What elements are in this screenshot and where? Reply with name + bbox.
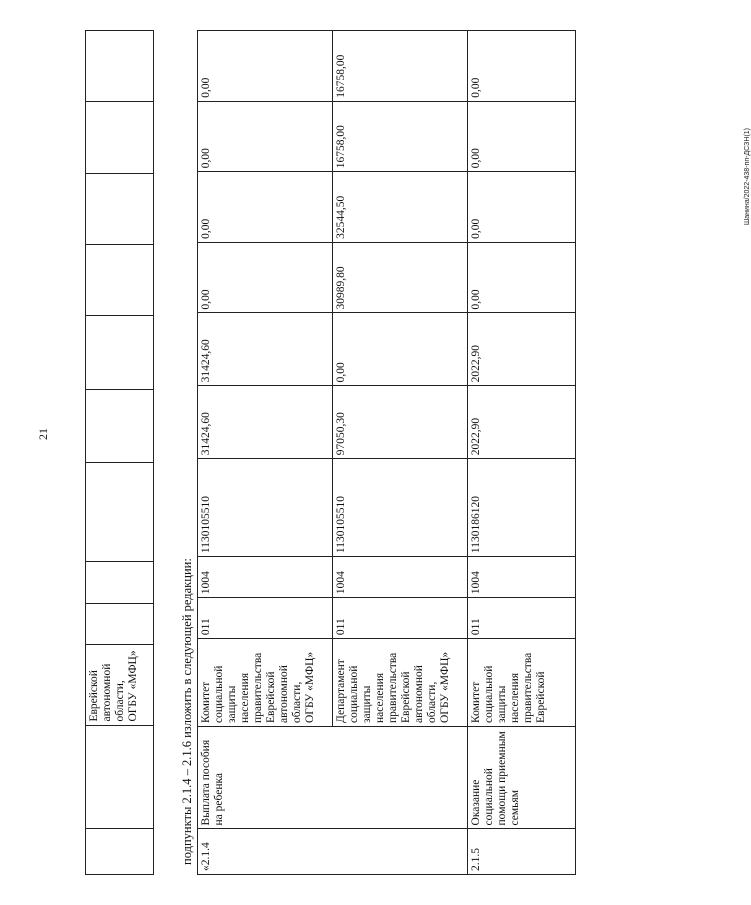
cell bbox=[86, 603, 154, 644]
document-code: Шанина/2022-438-пп-ДСЗН(1) bbox=[744, 128, 751, 226]
executor-line: области, bbox=[114, 680, 126, 722]
page-number: 21 bbox=[36, 428, 50, 440]
program-table bbox=[197, 30, 576, 875]
executor-line: социальной bbox=[213, 665, 225, 723]
y2-cell: 0,00 bbox=[468, 242, 576, 313]
y3-cell: 32544,50 bbox=[333, 172, 468, 243]
cell bbox=[86, 829, 154, 875]
executor-line: Комитет bbox=[200, 681, 212, 723]
cell bbox=[86, 31, 154, 102]
csr-cell: 1130105510 bbox=[333, 459, 468, 557]
executor-line: автономной bbox=[278, 665, 290, 723]
csr-cell: 1130105510 bbox=[198, 459, 333, 557]
table-row bbox=[198, 31, 333, 875]
executor-line: защиты bbox=[496, 685, 508, 723]
executor-line: области, bbox=[291, 681, 303, 723]
table-fragment-top bbox=[85, 30, 154, 875]
cell bbox=[86, 173, 154, 244]
executor-line: защиты bbox=[226, 685, 238, 723]
y2-cell: 0,00 bbox=[198, 242, 333, 313]
y5-cell: 0,00 bbox=[468, 31, 576, 102]
section-heading: подпункты 2.1.4 – 2.1.6 изложить в следующей редакции: bbox=[180, 558, 194, 865]
executor-line: автономной bbox=[413, 665, 425, 723]
item-name-cell: Оказание социальной помощи приемным семьям bbox=[468, 727, 576, 829]
executor-line: области, bbox=[426, 681, 438, 723]
y3-cell: 0,00 bbox=[468, 172, 576, 243]
y1-cell: 2022,90 bbox=[468, 313, 576, 386]
cell bbox=[86, 463, 154, 562]
rz-cell: 1004 bbox=[198, 557, 333, 598]
executor-line: населения bbox=[509, 672, 521, 723]
executor-line: социальной bbox=[348, 665, 360, 723]
executor-cell bbox=[86, 645, 154, 725]
cell bbox=[86, 102, 154, 173]
table-row bbox=[468, 31, 576, 875]
rz-cell: 1004 bbox=[468, 557, 576, 598]
executor-line: Еврейской bbox=[265, 671, 277, 723]
rotated-content bbox=[85, 30, 585, 875]
executor-line: правительства bbox=[387, 652, 399, 723]
executor-line: Комитет bbox=[470, 681, 482, 723]
y2-cell: 30989,80 bbox=[333, 242, 468, 313]
executor-line: Еврейской bbox=[88, 670, 100, 722]
csr-cell: 1130186120 bbox=[468, 459, 576, 557]
executor-line: Еврейской bbox=[400, 671, 412, 723]
executor-line: населения bbox=[239, 672, 251, 723]
cell bbox=[86, 244, 154, 315]
executor-line: населения bbox=[374, 672, 386, 723]
cell bbox=[86, 389, 154, 463]
executor-cell bbox=[333, 639, 468, 727]
executor-line: Департамент bbox=[335, 659, 347, 723]
item-number-cell: «2.1.4 bbox=[198, 829, 468, 875]
executor-cell bbox=[468, 639, 576, 727]
total-cell: 31424,60 bbox=[198, 386, 333, 459]
rz-cell: 1004 bbox=[333, 557, 468, 598]
cell bbox=[86, 562, 154, 603]
grbs-cell: 011 bbox=[333, 598, 468, 639]
grbs-cell: 011 bbox=[468, 598, 576, 639]
y4-cell: 16758,00 bbox=[333, 101, 468, 172]
y1-cell: 0,00 bbox=[333, 313, 468, 386]
executor-line: правительства bbox=[252, 652, 264, 723]
y4-cell: 0,00 bbox=[198, 101, 333, 172]
total-cell: 2022,90 bbox=[468, 386, 576, 459]
y4-cell: 0,00 bbox=[468, 101, 576, 172]
executor-line: Еврейской bbox=[535, 671, 547, 723]
executor-line: ОГБУ «МФЦ» bbox=[439, 651, 451, 723]
item-number-cell: 2.1.5 bbox=[468, 829, 576, 875]
executor-line: ОГБУ «МФЦ» bbox=[127, 650, 139, 722]
y5-cell: 0,00 bbox=[198, 31, 333, 102]
executor-line: защиты bbox=[361, 685, 373, 723]
y5-cell: 16758,00 bbox=[333, 31, 468, 102]
item-name-cell: Выплата пособия на ребенка bbox=[198, 727, 468, 829]
y1-cell: 31424,60 bbox=[198, 313, 333, 386]
executor-line: автономной bbox=[101, 663, 113, 722]
executor-line: правительства bbox=[522, 652, 534, 723]
grbs-cell: 011 bbox=[198, 598, 333, 639]
executor-line: социальной bbox=[483, 665, 495, 723]
cell bbox=[86, 725, 154, 828]
executor-line: ОГБУ «МФЦ» bbox=[304, 651, 316, 723]
executor-cell bbox=[198, 639, 333, 727]
total-cell: 97050,30 bbox=[333, 386, 468, 459]
y3-cell: 0,00 bbox=[198, 172, 333, 243]
cell bbox=[86, 316, 154, 390]
